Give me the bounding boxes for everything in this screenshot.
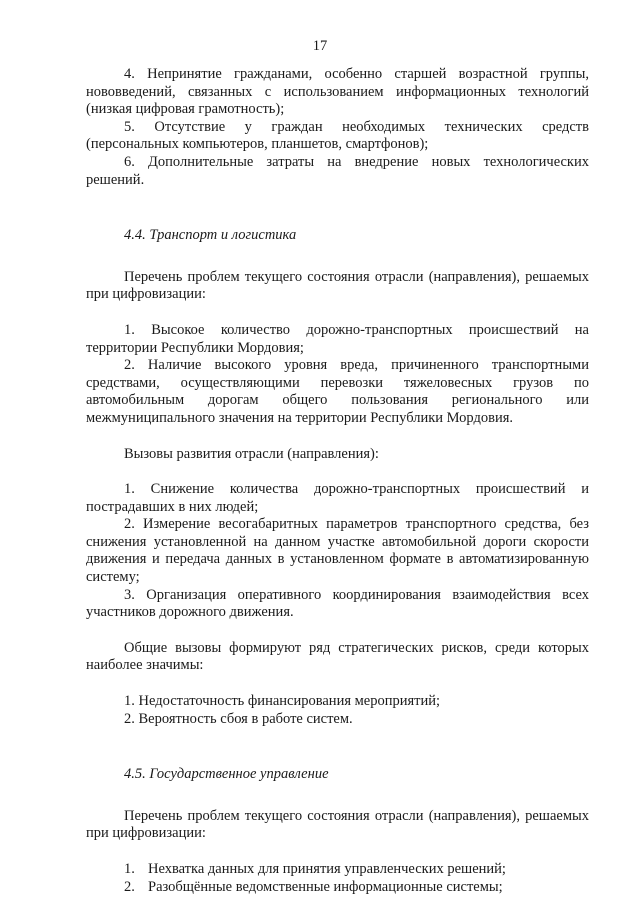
paragraph: 4. Непринятие гражданами, особенно старшей возрастной группы, нововведений, связанных с использованием информационных технологий (низкая цифровая грамотность);: [86, 66, 589, 118]
paragraph: Вызовы развития отрасли (направления):: [124, 445, 379, 462]
document-body: [86, 66, 589, 896]
list-text: Разобщённые ведомственные информационные системы;: [148, 878, 503, 895]
list-item: 1. Недостаточность финансирования мероприятий;: [124, 693, 441, 710]
paragraph: 5. Отсутствие у граждан необходимых технических средств (персональных компьютеров, планшетов, смартфонов);: [86, 118, 589, 153]
paragraph: Перечень проблем текущего состояния отрасли (направления), решаемых при цифровизации:: [86, 268, 589, 303]
list-number: 2.: [124, 878, 135, 895]
section-heading: 4.5. Государственное управление: [124, 766, 329, 783]
page-number: 17: [312, 38, 328, 54]
list-item: [124, 879, 589, 897]
paragraph: Общие вызовы формируют ряд стратегических рисков, среди которых наиболее значимы:: [86, 639, 589, 674]
list-text: Нехватка данных для принятия управленческих решений;: [148, 861, 506, 877]
list-item: 3. Организация оперативного координирования взаимодействия всех участников дорожного движения.: [86, 586, 589, 621]
list-item: 2. Наличие высокого уровня вреда, причиненного транспортными средствами, осуществляющими перевозки тяжеловесных грузов по автомобильным дорогам общего пользования регионального или межмуниципального значения на территории Республики Мордовия.: [86, 357, 589, 426]
list-item: 2. Вероятность сбоя в работе систем.: [124, 710, 353, 727]
paragraph: 6. Дополнительные затраты на внедрение новых технологических решений.: [86, 153, 589, 188]
paragraph: Перечень проблем текущего состояния отрасли (направления), решаемых при цифровизации:: [86, 807, 589, 842]
list-item: [124, 861, 589, 879]
list-item: 1. Высокое количество дорожно-транспортных происшествий на территории Республики Мордовия;: [86, 321, 589, 356]
list-item: 2. Измерение весогабаритных параметров транспортного средства, без снижения установленной на данном участке автомобильной дороги скорости движения и передача данных в установленном формате в автоматизированную систему;: [86, 516, 589, 586]
list-item: 1. Снижение количества дорожно-транспортных происшествий и пострадавших в них людей;: [86, 481, 589, 515]
section-heading: 4.4. Транспорт и логистика: [124, 227, 297, 244]
numbered-list: [86, 861, 589, 896]
list-number: 1.: [124, 861, 135, 877]
